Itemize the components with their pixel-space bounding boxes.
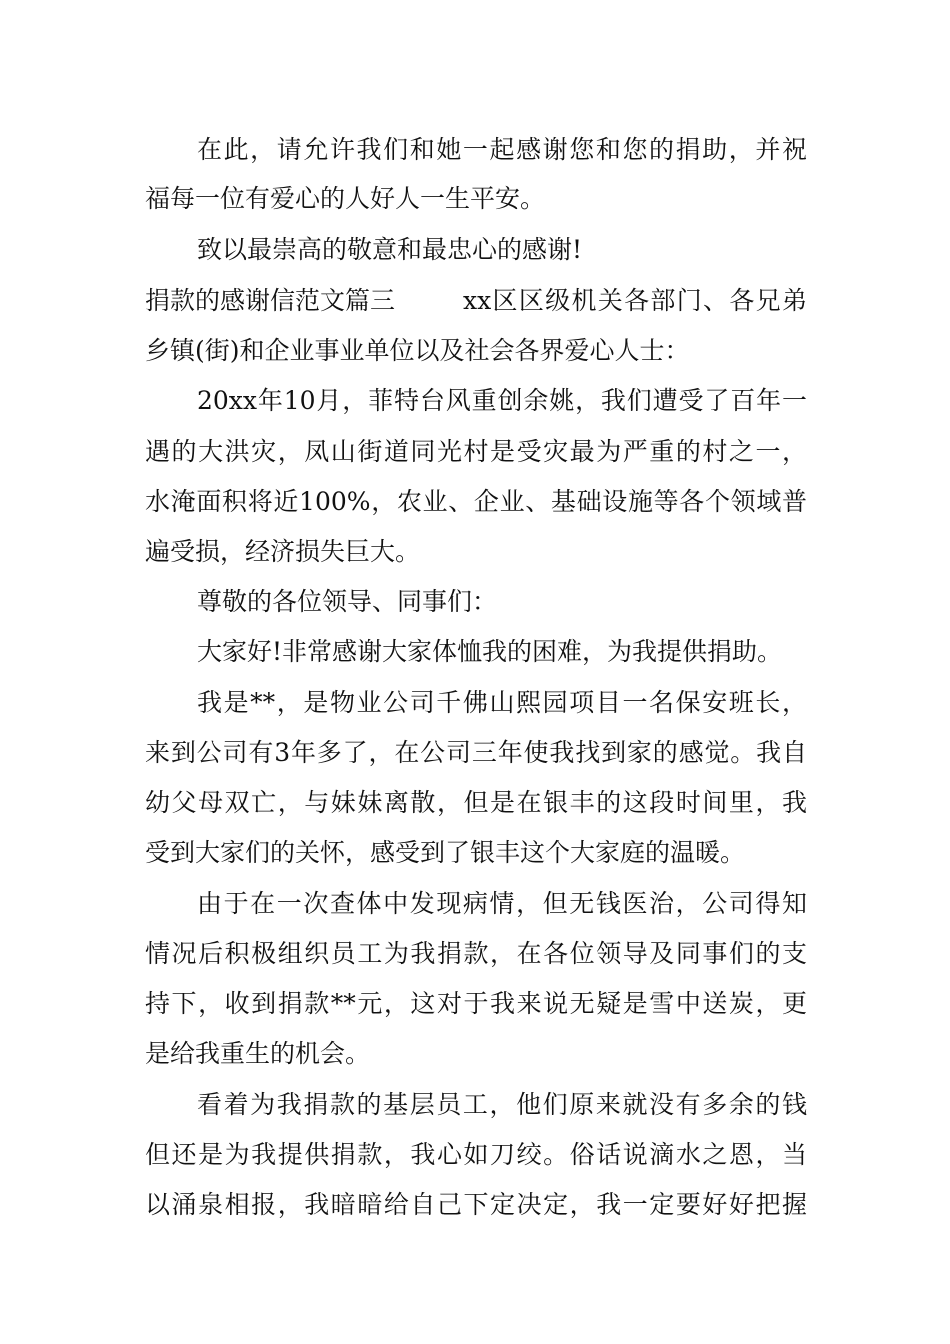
paragraph-line: 由于在一次查体中发现病情，但无钱医治，公司得知	[197, 889, 807, 918]
paragraph-line: 遇的大洪灾，凤山街道同光村是受灾最为严重的村之一，	[145, 437, 807, 466]
paragraph-line: 在此，请允许我们和她一起感谢您和您的捐助，并祝	[197, 135, 807, 164]
paragraph-line: 来到公司有3年多了，在公司三年使我找到家的感觉。我自	[145, 738, 807, 767]
paragraph-line: 遍受损，经济损失巨大。	[145, 537, 421, 566]
paragraph-line: 福每一位有爱心的人好人一生平安。	[145, 184, 546, 213]
paragraph-line: 我是**，是物业公司千佛山熙园项目一名保安班长，	[197, 688, 807, 717]
paragraph-line: 以涌泉相报，我暗暗给自己下定决定，我一定要好好把握	[145, 1190, 807, 1219]
paragraph-line: 但还是为我提供捐款，我心如刀绞。俗话说滴水之恩，当	[145, 1140, 807, 1169]
paragraph-line: 20xx年10月，菲特台风重创余姚，我们遭受了百年一	[197, 386, 807, 415]
paragraph-line: 水淹面积将近100%，农业、企业、基础设施等各个领域普	[145, 487, 807, 516]
paragraph-line: 情况后积极组织员工为我捐款，在各位领导及同事们的支	[145, 939, 807, 968]
section-title: 捐款的感谢信范文篇三	[145, 286, 396, 315]
paragraph-line: 看着为我捐款的基层员工，他们原来就没有多余的钱	[197, 1090, 807, 1119]
paragraph-line: 乡镇(街)和企业事业单位以及社会各界爱心人士：	[145, 336, 690, 365]
paragraph-line: 幼父母双亡，与妹妹离散，但是在银丰的这段时间里，我	[145, 788, 807, 817]
salutation-start: xx区区级机关各部门、各兄弟	[463, 286, 807, 315]
paragraph-line: 持下，收到捐款**元，这对于我来说无疑是雪中送炭，更	[145, 989, 807, 1018]
paragraph-line: 大家好!非常感谢大家体恤我的困难，为我提供捐助。	[197, 637, 783, 666]
paragraph-line: 受到大家们的关怀，感受到了银丰这个大家庭的温暖。	[145, 838, 746, 867]
paragraph-line: 是给我重生的机会。	[145, 1039, 371, 1068]
paragraph-line: 致以最崇高的敬意和最忠心的感谢!	[197, 235, 583, 264]
paragraph-line: 尊敬的各位领导、同事们：	[197, 587, 498, 616]
